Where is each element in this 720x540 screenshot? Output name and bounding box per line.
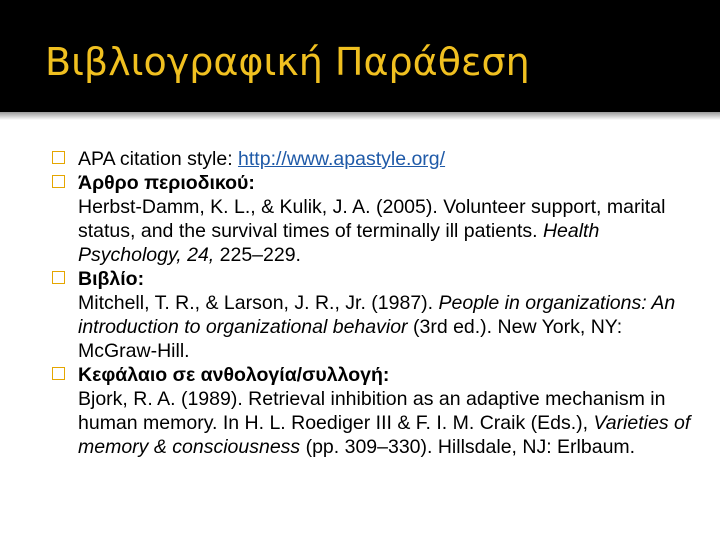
- reference-collection-title: Varieties of memory & consciousness: [78, 412, 691, 458]
- book-chapter-label: Κεφάλαιο σε ανθολογία/συλλογή:: [78, 364, 390, 386]
- bullet-item-journal-article: [52, 171, 692, 267]
- reference-journal-title: Health Psychology, 24,: [78, 220, 600, 266]
- bullet-list: [52, 147, 692, 459]
- bullet-item-apa-style: [52, 147, 692, 171]
- square-bullet-icon: [52, 367, 65, 380]
- reference-pages: 225–229.: [214, 244, 301, 266]
- title-shadow: [0, 112, 720, 120]
- reference-text: Bjork, R. A. (1989). Retrieval inhibition as an adaptive mechanism in human memory. In H. L. Roediger III & F. I. M. Craik (Eds.),: [78, 388, 666, 434]
- bullet-item-book-chapter: [52, 363, 692, 459]
- book-chapter-reference: [78, 387, 692, 459]
- reference-text: Herbst-Damm, K. L., & Kulik, J. A. (2005). Volunteer support, marital status, and the survival times of terminally ill patients.: [78, 196, 666, 242]
- square-bullet-icon: [52, 271, 65, 284]
- apa-style-label: APA citation style:: [78, 148, 239, 170]
- book-reference: [78, 291, 692, 363]
- journal-article-reference: [78, 195, 692, 267]
- journal-article-label: Άρθρο περιοδικού:: [78, 172, 255, 194]
- reference-publisher: (3rd ed.). New York, NY: McGraw-Hill.: [78, 316, 623, 362]
- reference-book-title: People in organizations: An introduction to organizational behavior: [78, 292, 676, 338]
- book-label: Βιβλίο:: [78, 268, 145, 290]
- reference-pages-publisher: (pp. 309–330). Hillsdale, NJ: Erlbaum.: [300, 436, 636, 458]
- bullet-item-book: [52, 267, 692, 363]
- title-bar: [0, 0, 720, 112]
- square-bullet-icon: [52, 151, 65, 164]
- reference-text: Mitchell, T. R., & Larson, J. R., Jr. (1987).: [78, 292, 439, 314]
- apastyle-link[interactable]: http://www.apastyle.org/: [238, 148, 446, 170]
- slide-title: Βιβλιογραφική Παράθεση: [45, 40, 530, 84]
- square-bullet-icon: [52, 175, 65, 188]
